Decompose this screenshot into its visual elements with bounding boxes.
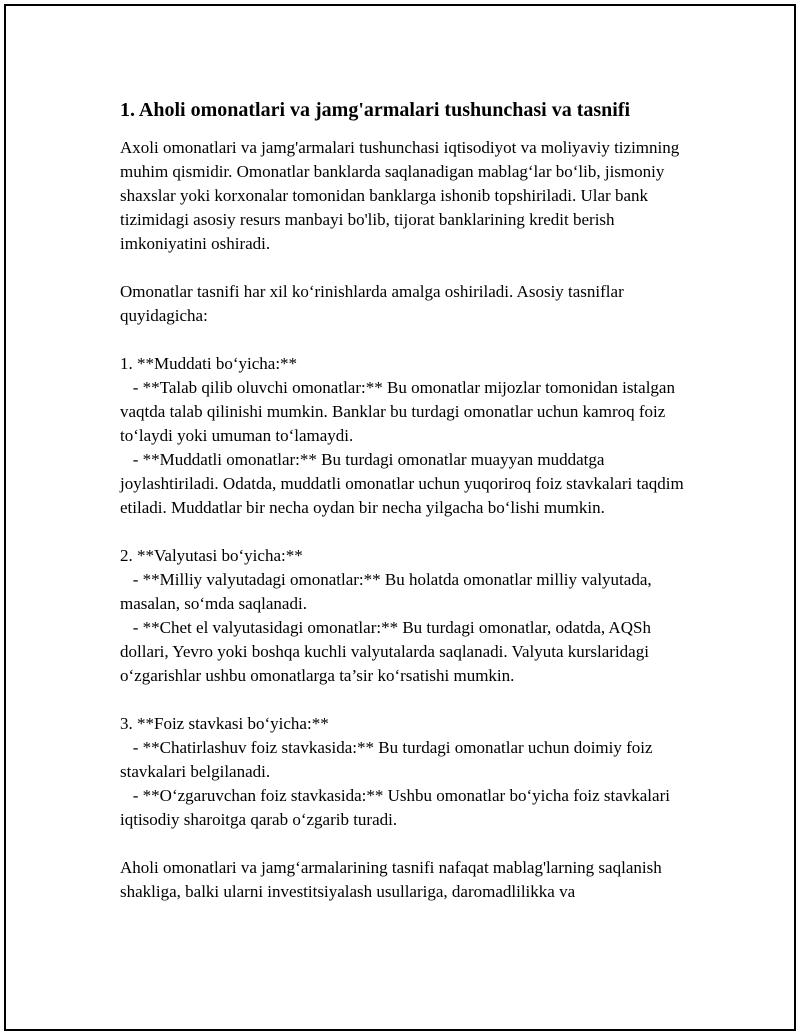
document-body — [120, 88, 695, 928]
closing-paragraph: Aholi omonatlari va jamg‘armalarining tasnifi nafaqat mablag'larning saqlanish shakliga, balki ularni investitsiyalash usullariga, daromadlilikka va — [120, 858, 666, 901]
classification-intro-paragraph: Omonatlar tasnifi har xil ko‘rinishlarda amalga oshiriladi. Asosiy tasniflar quyidagicha: — [120, 282, 628, 325]
list-item-term: 1. **Muddati bo‘yicha:** - **Talab qilib oluvchi omonatlar:** Bu omonatlar mijozlar tomonidan istalgan vaqtda talab qilinishi mumkin. Banklar bu turdagi omonatlar uchun kamroq foiz to‘laydi yoki umuman to‘lamaydi. - **Muddatli omonatlar:** Bu turdagi omonatlar muayyan muddatga joylashtiriladi. Odatda, muddatli omonatlar uchun yuqoriroq foiz stavkalari taqdim etiladi. Muddatlar bir necha oydan bir necha yilgacha bo‘lishi mumkin. — [120, 354, 684, 517]
page-frame — [4, 4, 796, 1031]
list-item-interest-rate: 3. **Foiz stavkasi bo‘yicha:** - **Chatirlashuv foiz stavkasida:** Bu turdagi omonatlar uchun doimiy foiz stavkalari belgilanadi. - **O‘zgaruvchan foiz stavkasida:** Ushbu omonatlar bo‘yicha foiz stavkalari iqtisodiy sharoitga qarab o‘zgarib turadi. — [120, 714, 670, 829]
document-title: 1. Aholi omonatlari va jamg'armalari tushunchasi va tasnifi — [120, 99, 631, 121]
list-item-currency: 2. **Valyutasi bo‘yicha:** - **Milliy valyutadagi omonatlar:** Bu holatda omonatlar milliy valyutada, masalan, so‘mda saqlanadi. - **Chet el valyutasidagi omonatlar:** Bu turdagi omonatlar, odatda, AQSh dollari, Yevro yoki boshqa kuchli valyutalarda saqlanadi. Valyuta kurslaridagi o‘zgarishlar ushbu omonatlarga ta’sir ko‘rsatishi mumkin. — [120, 546, 652, 685]
intro-paragraph: Axoli omonatlari va jamg'armalari tushunchasi iqtisodiyot va moliyaviy tizimning muhim qismidir. Omonatlar banklarda saqlanadigan mablag‘lar bo‘lib, jismoniy shaxslar yoki korxonalar tomonidan banklarga ishonib topshiriladi. Ular bank tizimidagi asosiy resurs manbayi bo'lib, tijorat banklarining kredit berish imkoniyatini oshiradi. — [120, 138, 684, 253]
